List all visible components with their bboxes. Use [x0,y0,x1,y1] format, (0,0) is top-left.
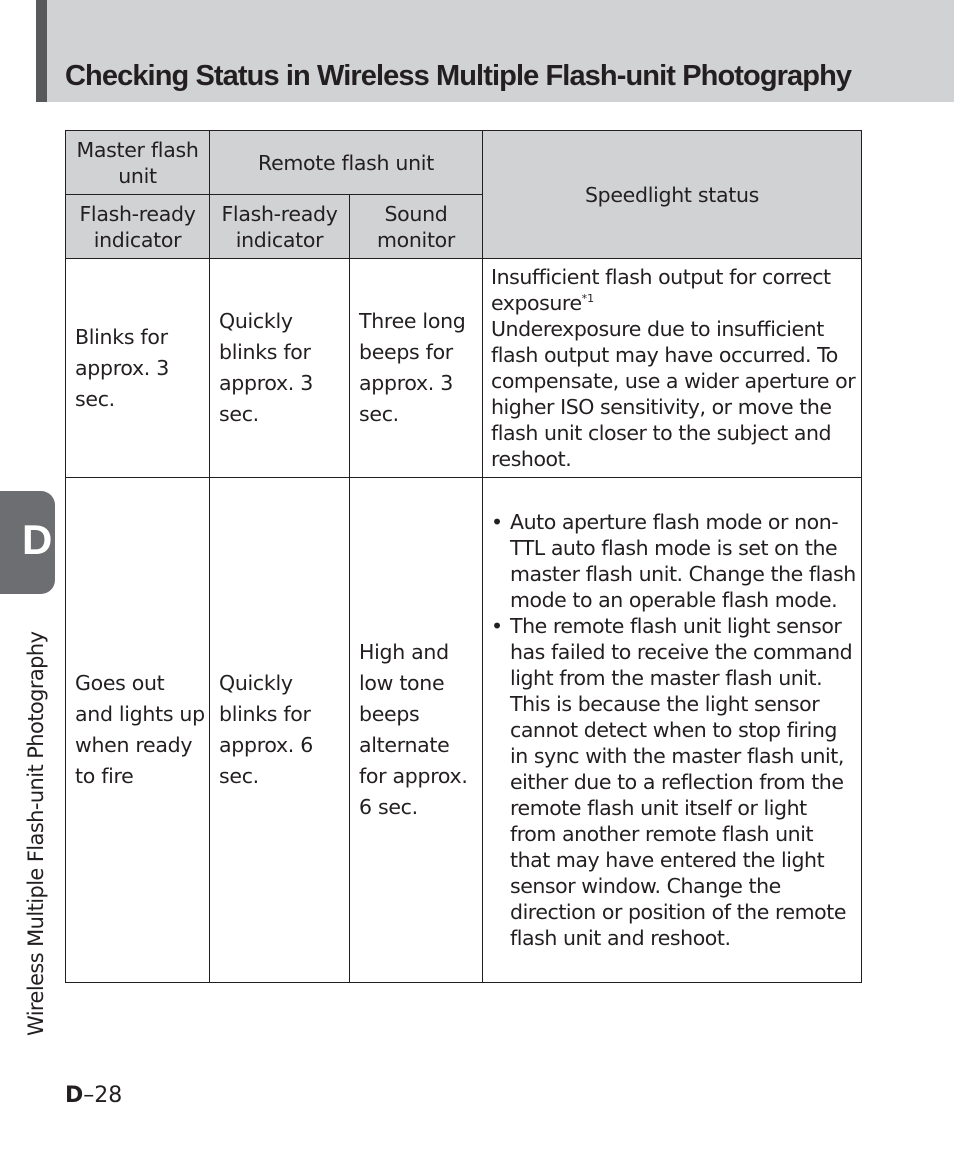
page-section: D [65,1083,84,1108]
header-speedlight-status: Speedlight status [483,131,862,259]
header-remote-flash-unit: Remote flash unit [210,131,483,195]
page-title: Checking Status in Wireless Multiple Flash-unit Photography [65,60,852,92]
header-master-flash-unit: Master flash unit [66,131,210,195]
remote-indicator-cell: Quickly blinks for approx. 3 sec. [210,259,350,478]
page-number [65,1082,122,1110]
page-num: 28 [94,1083,123,1108]
speedlight-status-cell [483,478,862,983]
speedlight-status-cell [483,259,862,478]
sound-monitor-cell: High and low tone beeps alternate for approx. 6 sec. [350,478,483,983]
master-indicator-cell: Goes out and lights up when ready to fire [66,478,210,983]
page-separator: – [83,1083,95,1108]
bullet-text: Auto aperture flash mode or non-TTL auto flash mode is set on the master flash unit. Change the flash mode to an operable flash mode. [510,510,856,612]
status-description: Underexposure due to insufficient flash output may have occurred. To compensate, use a wider aperture or higher ISO sensitivity, or move the flash unit closer to the subject and reshoot. [491,317,856,471]
status-bullet-list [491,509,857,951]
bullet-text: The remote flash unit light sensor has failed to receive the command light from the master flash unit. This is because the light sensor cannot detect when to stop firing in sync with the master flash unit, either due to a reflection from the remote flash unit itself or light from another remote flash unit that may have entered the light sensor window. Change the direction or position of the remote flash unit and reshoot. [510,614,853,950]
remote-indicator-cell: Quickly blinks for approx. 6 sec. [210,478,350,983]
bullet-icon: • [491,614,503,638]
section-tab-letter: D [22,516,53,563]
header-sound-monitor: Sound monitor [350,195,483,259]
status-title: Insufficient flash output for correct exposure [491,265,831,315]
footnote-marker: *1 [581,292,595,305]
list-item [491,509,857,613]
table-row [66,259,862,478]
table-row [66,478,862,983]
section-side-label: Wireless Multiple Flash-unit Photography [24,631,48,1036]
header-master-flash-ready-indicator: Flash-ready indicator [66,195,210,259]
master-indicator-cell: Blinks for approx. 3 sec. [66,259,210,478]
header-accent-bar [36,0,47,102]
status-table [65,130,862,983]
bullet-icon: • [491,510,503,534]
list-item [491,613,857,951]
sound-monitor-cell: Three long beeps for approx. 3 sec. [350,259,483,478]
header-remote-flash-ready-indicator: Flash-ready indicator [210,195,350,259]
